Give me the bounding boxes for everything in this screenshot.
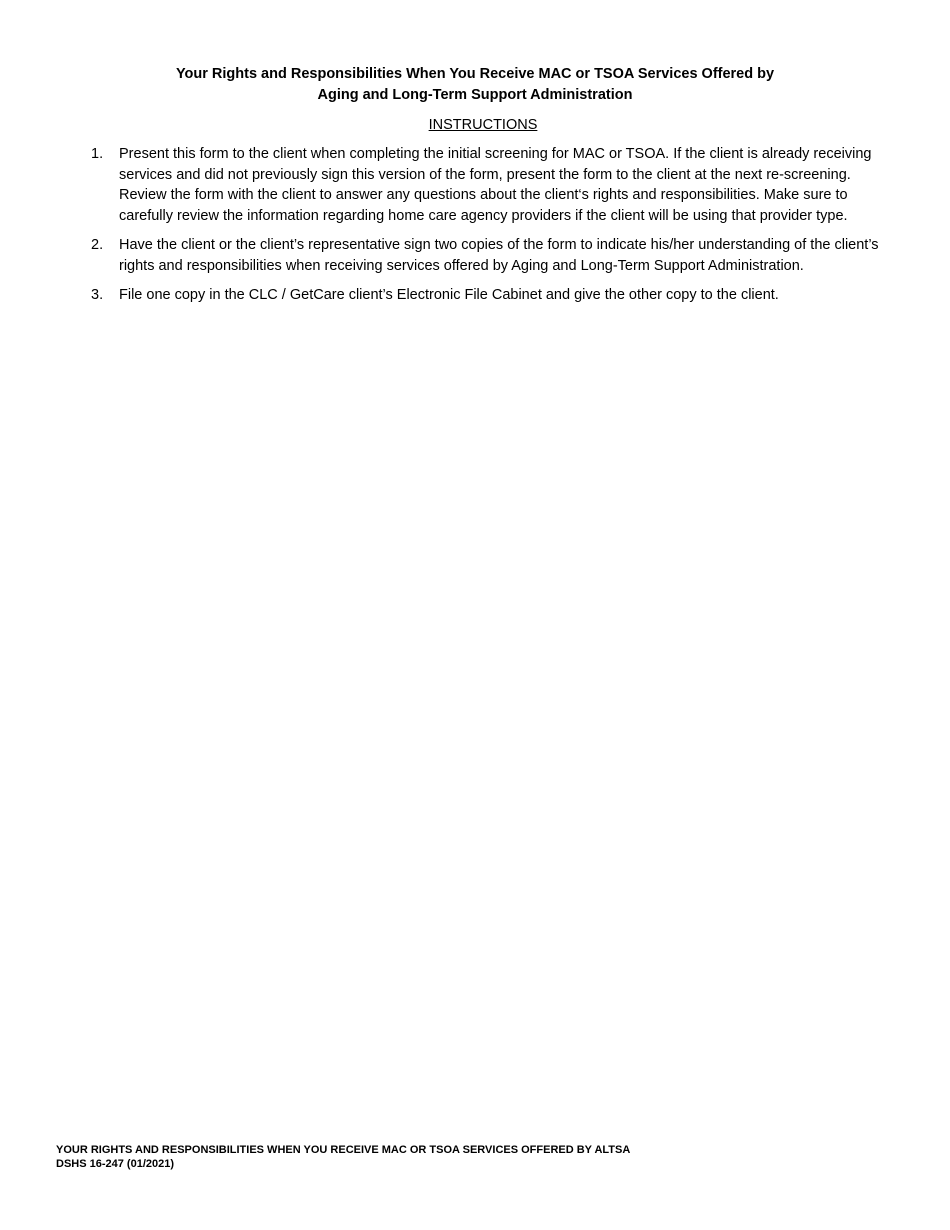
document-title-line-1: Your Rights and Responsibilities When You Receive MAC or TSOA Services Offered by (175, 66, 775, 82)
instruction-item (89, 285, 897, 306)
instructions-heading: INSTRUCTIONS (428, 117, 538, 133)
footer-form-number: DSHS 16-247 (01/2021) (56, 1158, 175, 1170)
instruction-text: Have the client or the client’s representative sign two copies of the form to indicate his/her understanding of the client’s rights and responsibilities when receiving services offered by Aging and Long-Term Support Administration. (119, 237, 879, 274)
instruction-number: 1. (91, 146, 104, 162)
page-footer (56, 1143, 916, 1171)
document-title-line-2: Aging and Long-Term Support Administration (317, 87, 633, 103)
instruction-number: 3. (91, 287, 104, 303)
instruction-text: Present this form to the client when completing the initial screening for MAC or TSOA. If the client is already receiving services and did not previously sign this version of the form, present the form to the client at the next re-screening. Review the form with the client to answer any questions about the client‘s rights and responsibilities. Make sure to carefully review the information regarding home care agency providers if the client will be using that provider type. (119, 146, 872, 224)
instruction-item (89, 235, 897, 276)
instruction-number: 2. (91, 237, 104, 253)
instruction-item (89, 144, 897, 226)
instructions-list (89, 144, 897, 315)
instruction-text: File one copy in the CLC / GetCare client’s Electronic File Cabinet and give the other copy to the client. (119, 287, 779, 303)
footer-form-title: YOUR RIGHTS AND RESPONSIBILITIES WHEN YOU RECEIVE MAC OR TSOA SERVICES OFFERED BY ALTSA (56, 1144, 631, 1156)
document-title (0, 64, 950, 106)
